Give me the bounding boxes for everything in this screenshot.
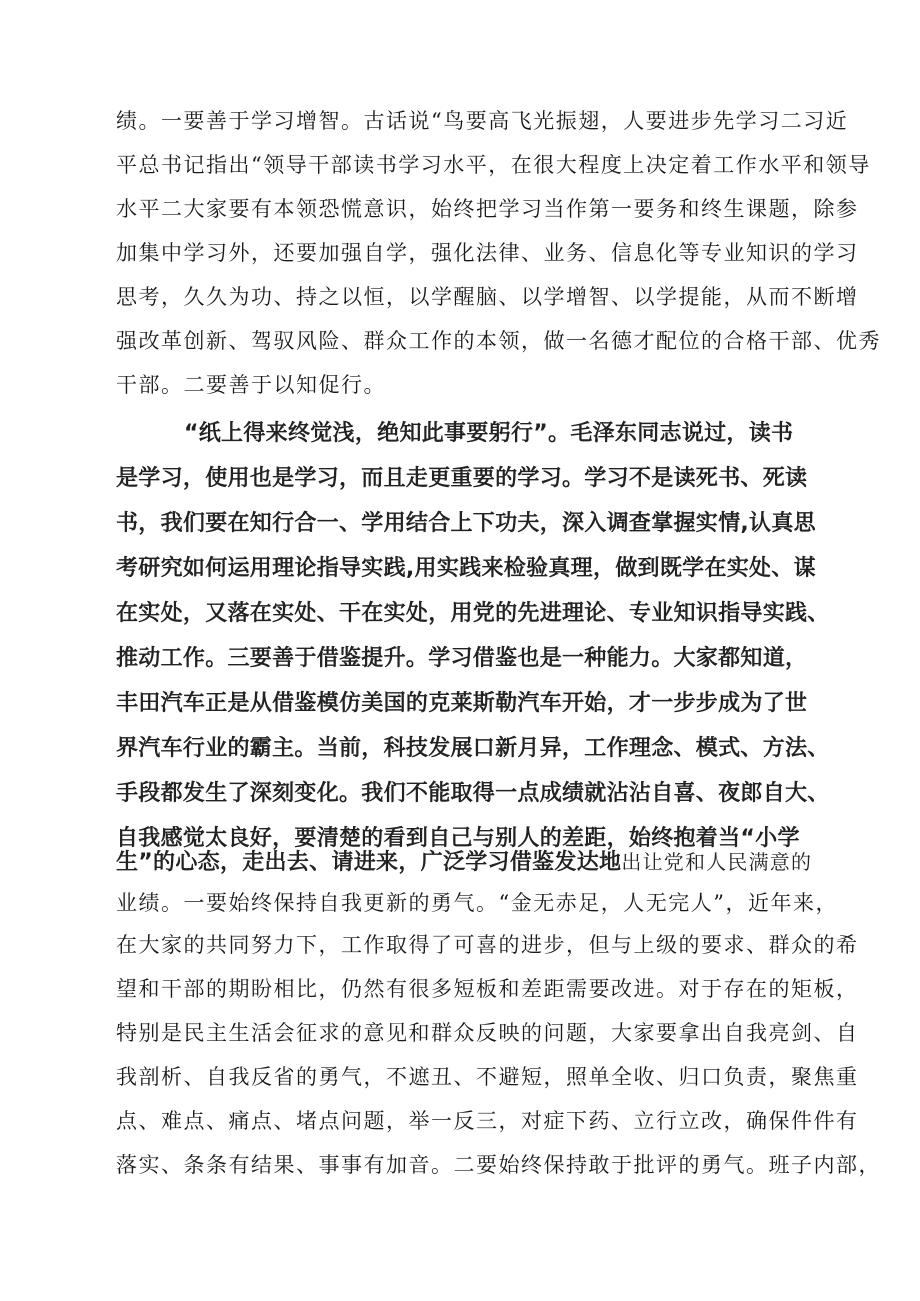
text-line-17: 自我感觉太良好，要清楚的看到自己与别人的差距，始终抱着当“小学 xyxy=(116,826,800,851)
text-line-18 xyxy=(116,852,812,874)
text-line-7: 干部。二要善于以知促行。 xyxy=(116,373,386,397)
text-line-6: 强改革创新、驾驭风险、群众工作的本领，做一名德才配位的合格干部、优秀 xyxy=(116,329,881,353)
text-line-8: “纸上得来终觉浅，绝知此事要躬行”。毛泽东同志说过，读书 xyxy=(184,421,794,446)
text-line-14: 丰田汽车正是从借鉴模仿美国的克莱斯勒汽车开始，才一步步成为了世 xyxy=(116,691,808,716)
text-line-25: 落实、条条有结果、事事有加音。二要始终保持敢于批评的勇气。班子内部， xyxy=(116,1153,881,1177)
text-line-9: 是学习，使用也是学习，而且走更重要的学习。学习不是读死书、死读 xyxy=(116,466,808,491)
text-line-2: 平总书记指出“领导干部读书学习水平，在很大程度上决定着工作水平和领导 xyxy=(116,153,871,177)
text-line-20: 在大家的共同努力下，工作取得了可喜的进步，但与上级的要求、群众的希 xyxy=(116,933,859,957)
text-line-23: 我剖析、自我反省的勇气，不遮丑、不避短，照单全收、归口负责，聚焦重 xyxy=(116,1065,859,1089)
text-line-15: 界汽车行业的霸主。当前，科技发展口新月异，工作理念、模式、方法、 xyxy=(116,736,830,761)
text-line-10: 书，我们要在知行合一、学用结合上下功夫，深入调查掌握实情,认真思 xyxy=(116,511,816,536)
text-line-18-bold: 生”的心态，走出去、请进来，广泛学习借鉴发达地 xyxy=(116,850,622,875)
text-line-13: 推动工作。三要善于借鉴提升。学习借鉴也是一种能力。大家都知道， xyxy=(116,646,808,671)
text-line-19: 业绩。一要始终保持自我更新的勇气。“金无赤足，人无完人”，近年来， xyxy=(116,891,838,915)
text-line-21: 望和干部的期盼相比，仍然有很多短板和差距需要改进。对于存在的矩板， xyxy=(116,977,859,1001)
text-line-16: 手段都发生了深刻变化。我们不能取得一点成绩就沾沾自喜、夜郎自大、 xyxy=(116,781,830,806)
text-line-1: 绩。一要善于学习增智。古话说“鸟要高飞光振翅，人要进步先学习二习近 xyxy=(116,109,849,133)
text-line-5: 思考，久久为功、持之以恒，以学醒脑、以学增智、以学提能，从而不断增 xyxy=(116,285,859,309)
text-line-22: 特别是民主生活会征求的意见和群众反映的问题，大家要拿出自我亮剑、自 xyxy=(116,1021,859,1045)
text-line-3: 水平二大家要有本领恐慌意识，始终把学习当作第一要务和终生课题，除参 xyxy=(116,197,859,221)
text-line-11: 考研究如何运用理论指导实践,用实践来检验真理，做到既学在实处、谋 xyxy=(116,556,816,581)
text-line-4: 加集中学习外，还要加强自学，强化法律、业务、信息化等专业知识的学习 xyxy=(116,241,859,265)
text-line-12: 在实处，又落在实处、干在实处，用党的先进理论、专业知识指导实践、 xyxy=(116,601,830,626)
text-line-18-serif: 出让党和人民满意的 xyxy=(621,850,813,874)
text-line-24: 点、难点、痛点、堵点问题，举一反三，对症下药、立行立改，确保件件有 xyxy=(116,1109,859,1133)
